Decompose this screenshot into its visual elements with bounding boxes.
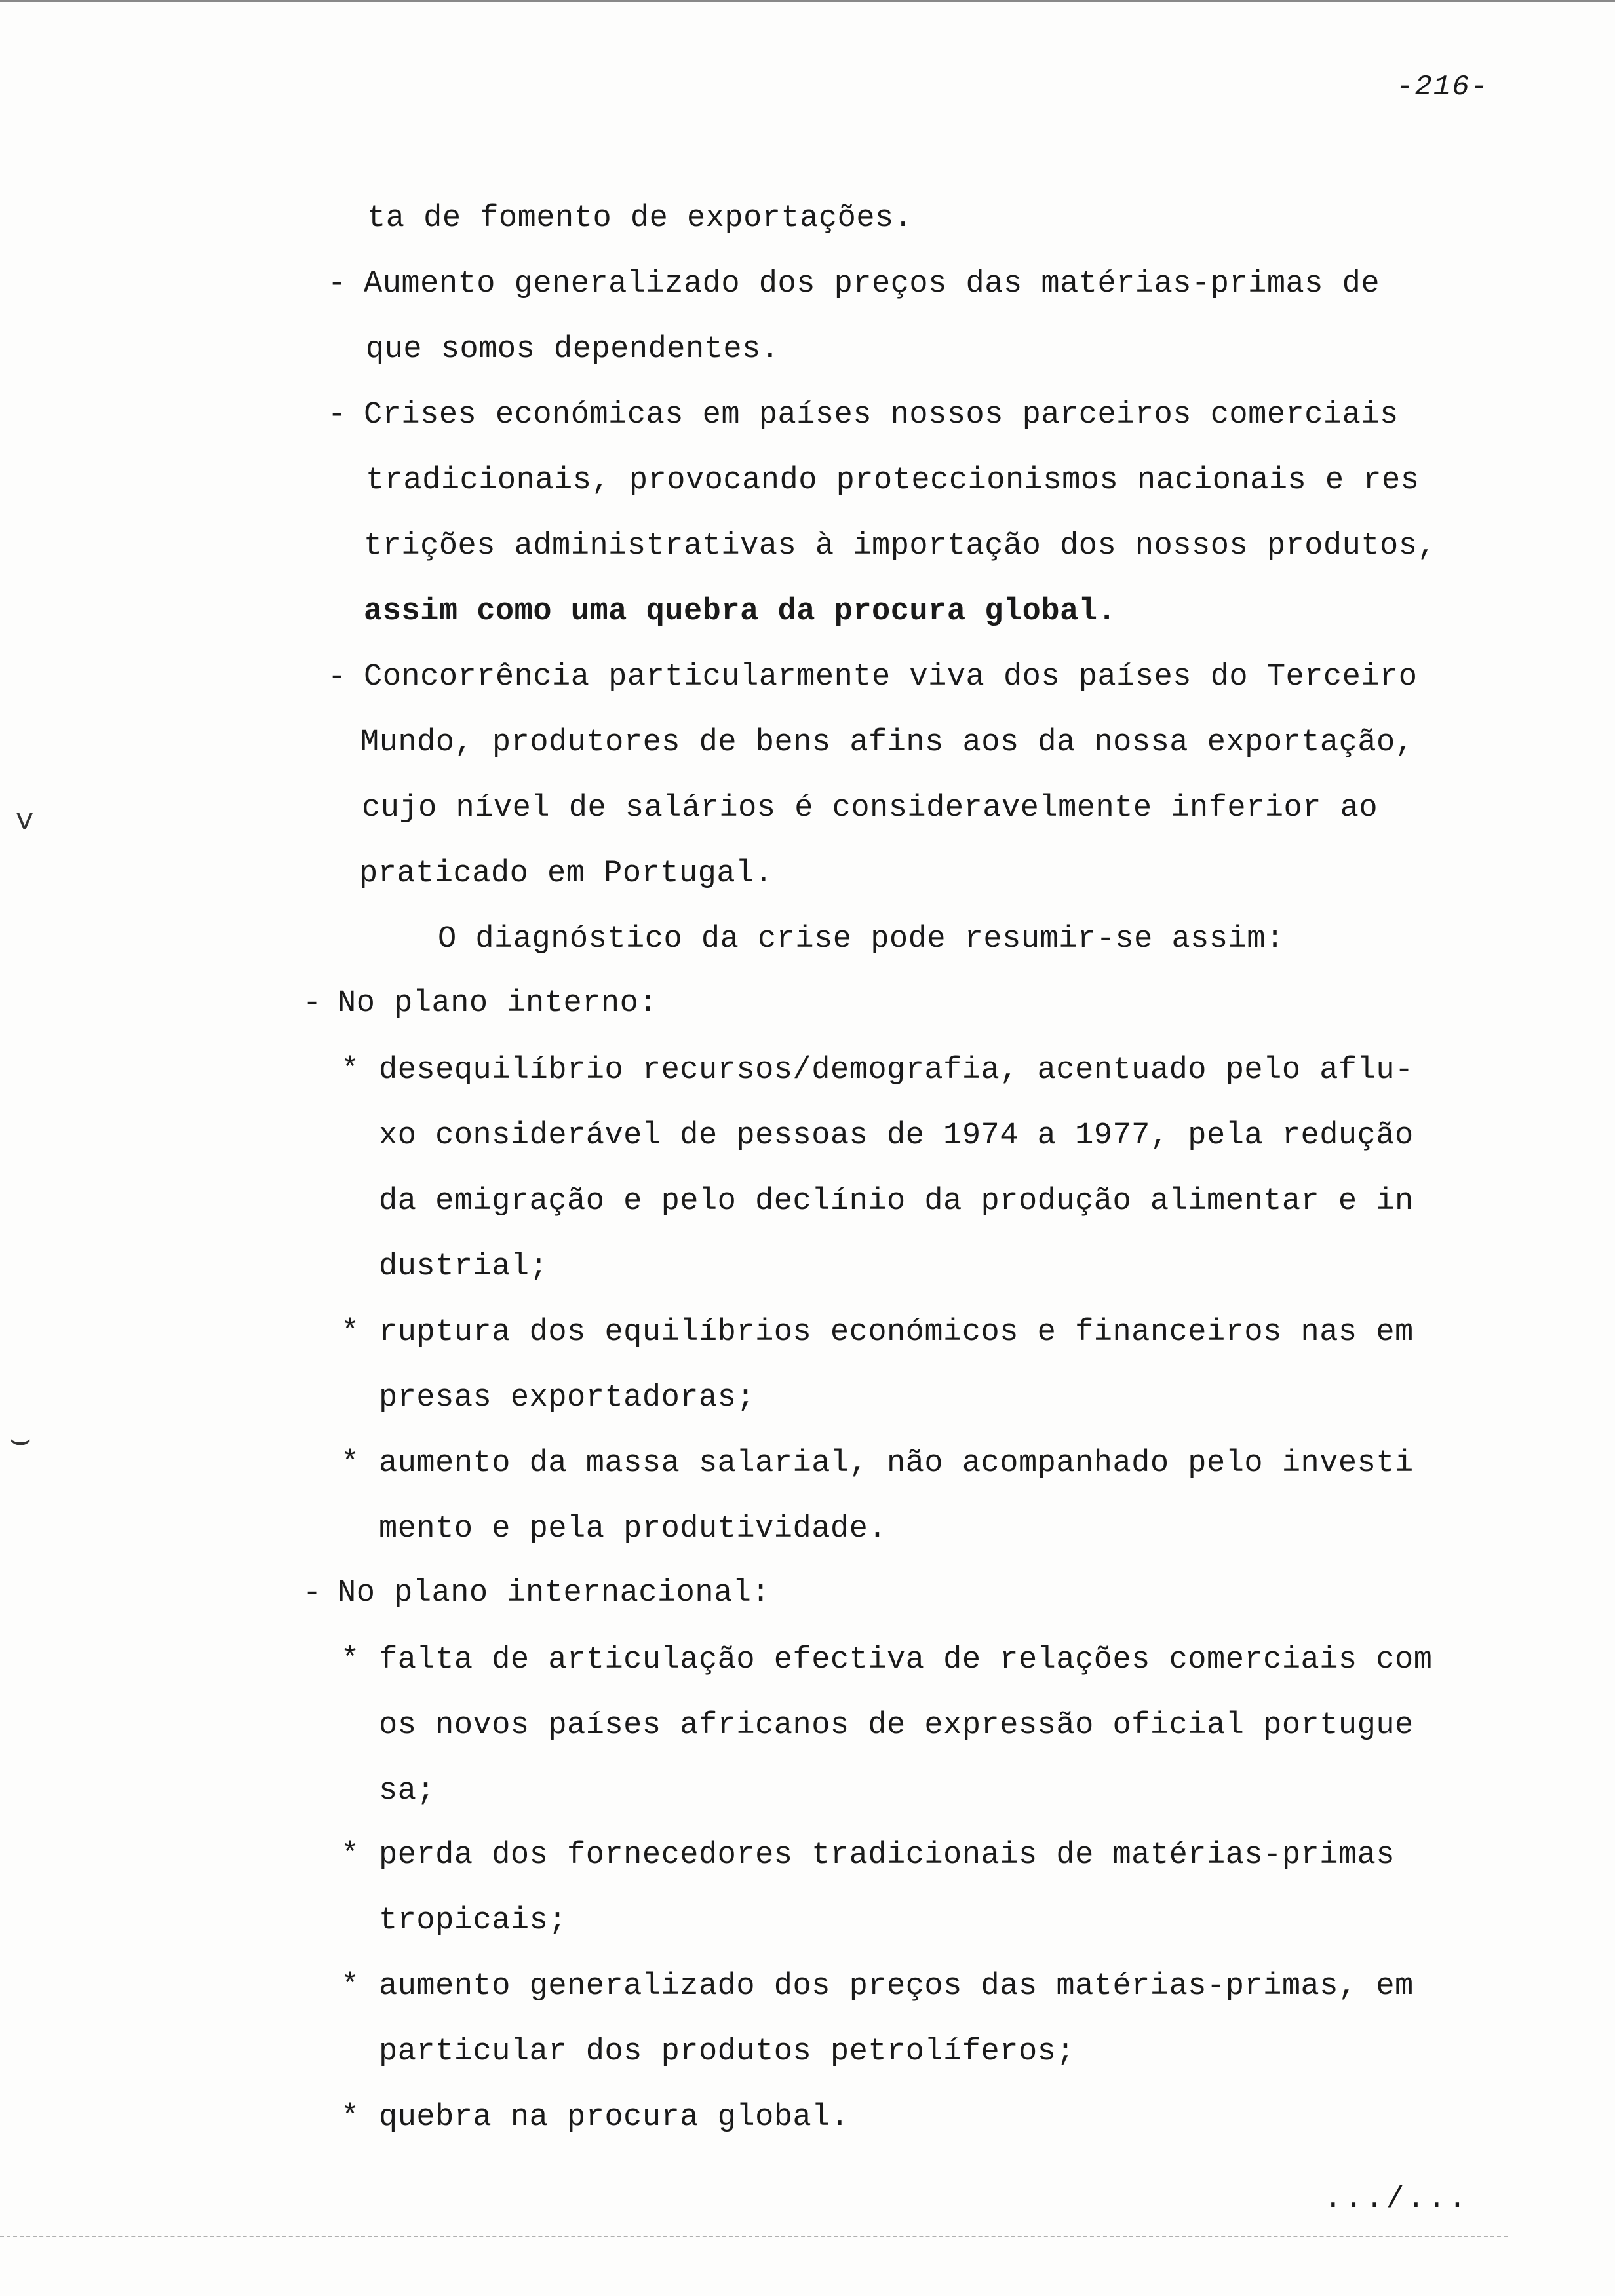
margin-check-mark-icon: ⌣: [9, 1422, 32, 1461]
dash-bullet: -: [303, 1576, 322, 1611]
text-line: os novos países africanos de expressão oficial portugue: [379, 1708, 1414, 1743]
text-line: ta de fomento de exportações.: [367, 201, 913, 236]
text-line: tradicionais, provocando proteccionismos nacionais e res: [366, 463, 1420, 498]
text-line: que somos dependentes.: [366, 332, 780, 367]
text-line: particular dos produtos petrolíferos;: [379, 2035, 1076, 2069]
text-line: Mundo, produtores de bens afins aos da nossa exportação,: [360, 725, 1414, 760]
text-line: aumento da massa salarial, não acompanhado pelo investi: [379, 1446, 1414, 1481]
text-line: aumento generalizado dos preços das matérias-primas, em: [379, 1969, 1414, 2004]
star-bullet: *: [341, 1446, 360, 1481]
star-bullet: *: [341, 1969, 360, 2004]
text-line: assim como uma quebra da procura global.: [364, 594, 1117, 629]
text-line: da emigração e pelo declínio da produção alimentar e in: [379, 1184, 1414, 1219]
text-line: Concorrência particularmente viva dos países do Terceiro: [364, 660, 1418, 695]
bottom-edge-rule: [0, 2236, 1508, 2238]
margin-check-mark-icon: ˅: [14, 805, 35, 843]
page-number: -216-: [1396, 71, 1490, 104]
text-line: cujo nível de salários é consideravelmente inferior ao: [362, 791, 1378, 826]
text-line: presas exportadoras;: [379, 1381, 756, 1415]
text-line: xo considerável de pessoas de 1974 a 1977, pela redução: [379, 1119, 1414, 1153]
text-line: trições administrativas à importação dos nossos produtos,: [364, 529, 1437, 564]
star-bullet: *: [341, 1643, 360, 1677]
star-bullet: *: [341, 1838, 360, 1873]
text-line: tropicais;: [379, 1904, 568, 1938]
text-line: Aumento generalizado dos preços das matérias-primas de: [364, 267, 1380, 301]
text-line: quebra na procura global.: [379, 2100, 849, 2135]
text-line: praticado em Portugal.: [359, 856, 773, 891]
text-line: Crises económicas em países nossos parceiros comerciais: [364, 398, 1399, 432]
section-heading: No plano interno:: [338, 986, 657, 1021]
page-continuation-mark: .../...: [1324, 2182, 1469, 2216]
text-line: dustrial;: [379, 1250, 549, 1284]
star-bullet: *: [341, 2100, 360, 2135]
text-line: perda dos fornecedores tradicionais de matérias-primas: [379, 1838, 1395, 1873]
text-line: O diagnóstico da crise pode resumir-se assim:: [438, 922, 1285, 957]
dash-bullet: -: [328, 398, 347, 432]
text-line: mento e pela produtividade.: [379, 1512, 887, 1546]
star-bullet: *: [341, 1315, 360, 1350]
text-line: ruptura dos equilíbrios económicos e financeiros nas em: [379, 1315, 1414, 1350]
dash-bullet: -: [328, 660, 347, 695]
text-line: sa;: [379, 1774, 436, 1808]
section-heading: No plano internacional:: [338, 1576, 771, 1611]
dash-bullet: -: [303, 986, 322, 1021]
text-line: desequilíbrio recursos/demografia, acentuado pelo aflu-: [379, 1053, 1414, 1088]
star-bullet: *: [341, 1053, 360, 1088]
text-line: falta de articulação efectiva de relações comerciais com: [379, 1643, 1433, 1677]
dash-bullet: -: [328, 267, 347, 301]
top-edge-rule: [0, 0, 1615, 2]
